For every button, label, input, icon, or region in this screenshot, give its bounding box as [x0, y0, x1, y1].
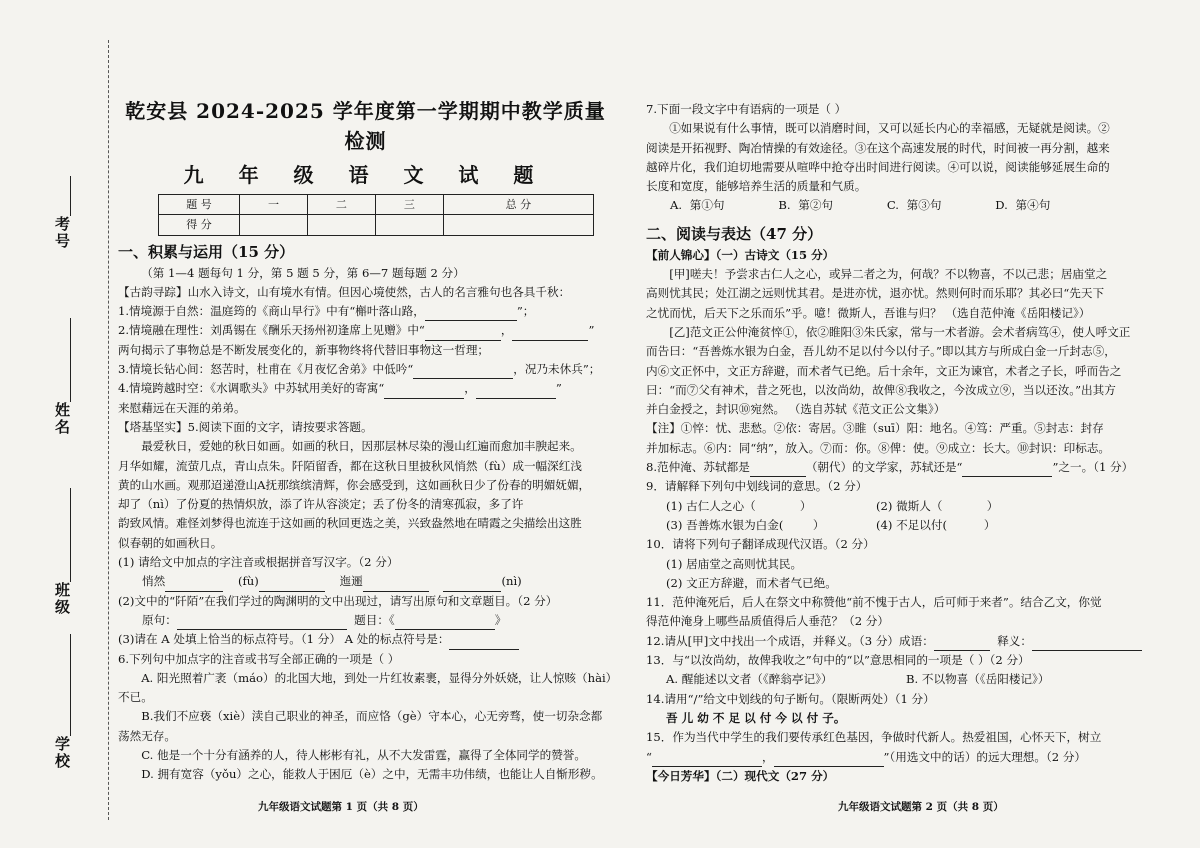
- text-fragment: ”；: [516, 304, 535, 319]
- score-cell[interactable]: [375, 215, 443, 235]
- class-line: [70, 488, 71, 582]
- text-fragment: 1.情境源于自然：温庭筠的《商山早行》中有“槲叶落山路，: [118, 304, 425, 319]
- text-fragment: ，: [500, 323, 513, 338]
- option-item[interactable]: D. 第④句: [995, 198, 1051, 213]
- sub-item: (1) 古仁人之心（ ）: [666, 498, 812, 513]
- answer-blank[interactable]: [395, 615, 495, 630]
- text-fragment: ，况乃未休兵”；: [513, 362, 601, 377]
- option-b: B.我们不应亵（xiè）渎自己职业的神圣，而应恪（gè）守本心，心无旁骛，使一切杂念都: [141, 709, 603, 724]
- question-15: 15．作为当代中学生的我们要传承红色基因，争做时代新人。热爱祖国，心怀天下，树立: [646, 730, 1102, 745]
- text-fragment: ”（用选文中的话）的远大理想。（2 分）: [883, 749, 1087, 764]
- word-item: (nì): [501, 574, 522, 589]
- word-item: 悄然: [142, 574, 166, 589]
- question-line: [118, 379, 613, 398]
- answer-blank[interactable]: [652, 752, 762, 767]
- passage-line: 高则忧其民；处江湖之远则忧其君。是进亦忧，退亦忧。然则何时而乐耶？其必曰“先天下: [646, 286, 1105, 301]
- passage-line: 韵致风情。难怪刘梦得也流连于这如画的秋回更选之美，兴致盎然地在晴霞之尖描绘出这胜: [118, 516, 582, 531]
- text-fragment: 却了: [118, 497, 142, 512]
- answer-blank[interactable]: [363, 577, 429, 592]
- answer-blank[interactable]: [443, 577, 501, 592]
- answer-blank[interactable]: [384, 384, 464, 399]
- question-5-1: (1) 请给文中加点的字注音或根据拼音写汉字。（2 分）: [118, 555, 399, 570]
- question-12: [646, 632, 1174, 651]
- text-fragment: （朝代）的文学家，苏轼还是“: [805, 460, 963, 475]
- text-fragment: (3)请在 A 处填上恰当的标点符号。（1 分） A 处的标点符号是：: [118, 632, 450, 647]
- question-5-3: [118, 630, 613, 649]
- answer-blank[interactable]: [1032, 636, 1142, 651]
- score-cell[interactable]: [443, 215, 593, 235]
- passage-line: 黄的山水画。观那迢递澄山A抚那缤缤清辉，你会感受到，这如画秋日少了份春的明媚妩媚，: [118, 477, 591, 492]
- text-line: 【古韵寻踪】山水入诗文，山有境水有情。但因心境使然，古人的名言雅句也各具千秋：: [118, 284, 571, 299]
- text-fragment: ，: [761, 749, 774, 764]
- sub-item: (4) 不足以付( ）: [876, 517, 996, 532]
- text-fragment: 8.范仲淹、苏轼都是: [646, 460, 750, 475]
- passage-line: 长度和宽度，能够培养生活的质量和气质。: [646, 179, 867, 194]
- question-7: 7.下面一段文字中有语病的一项是（ ）: [646, 102, 847, 116]
- answer-blank[interactable]: [962, 462, 1052, 477]
- question-9-row-1: [646, 497, 1174, 516]
- text-fragment: ”: [588, 323, 595, 338]
- question-5-1-answers: [118, 572, 613, 591]
- question-13: 13．与“以汝尚幼，故俾我收之”句中的“以”意思相同的一项是（ ）（2 分）: [646, 653, 1030, 668]
- question-9-row-2: [646, 516, 1174, 535]
- text-fragment: 释义：: [997, 633, 1032, 648]
- score-table: [158, 194, 594, 236]
- page-footer-left: 九年级语文试题第 1 页（共 8 页）: [258, 801, 424, 813]
- fold-line: [108, 40, 109, 820]
- page-footer-right: 九年级语文试题第 2 页（共 8 页）: [838, 801, 1004, 813]
- passage-line: 月华如耀，流萤几点，青山点朱。阡陌留香，都在这秋日里披秋风悄然（fù）成一幅深红浅: [118, 458, 582, 473]
- question-15-cont: [646, 748, 1174, 767]
- passage-line: 阅读是开拓视野、陶冶情操的有效途径。③在这个高速发展的时代，时间被一再分割，越来: [646, 140, 1110, 155]
- passage-line: ①如果说有什么事情，既可以消磨时间，又可以延长内心的幸福感，无疑就是阅读。②: [669, 121, 1110, 136]
- passage-line: 曰：“而⑦父有神术，昔之死也，以汝尚幼，故俾⑧我收之，今汝成立⑨，当以还汝。”出其方: [646, 382, 1116, 397]
- school-line: [70, 634, 71, 736]
- question-14-sentence[interactable]: 吾 儿 幼 不 足 以 付 今 以 付 子。: [666, 710, 846, 725]
- score-header: 总 分: [443, 195, 593, 215]
- sub-item: (3) 吾善炼水银为白金( ）: [666, 517, 825, 532]
- class-label: 班级: [53, 582, 71, 616]
- score-header: 三: [375, 195, 443, 215]
- question-7-options: [646, 196, 1174, 215]
- page-left: [118, 96, 618, 785]
- word-item: (fù): [237, 574, 259, 589]
- question-14: 14.请用“/”给文中划线的句子断句。（限断两处）（1 分）: [646, 691, 935, 706]
- passage-line: 越碎片化，我们迫切地需要从喧哗中抢夺出时间进行阅读。④可以说，阅读能够延展生命的: [646, 159, 1110, 174]
- page-right: [646, 100, 1174, 786]
- question-9: 9．请解释下列句中划线词的意思。（2 分）: [646, 479, 868, 494]
- option-item[interactable]: B. 第②句: [778, 198, 834, 213]
- text-fragment: 4.情境跨越时空：《水调歌头》中苏轼用美好的寄寓“: [118, 381, 385, 396]
- score-header: 二: [307, 195, 375, 215]
- answer-blank[interactable]: [425, 326, 501, 341]
- question-8: [646, 458, 1174, 477]
- section-note: （第 1—4 题每句 1 分，第 5 题 5 分，第 6—7 题每题 2 分）: [141, 265, 465, 280]
- text-line: 来慰藉远在天涯的弟弟。: [118, 400, 246, 415]
- text-line: 两句揭示了事物总是不断发展变化的，新事物终将代替旧事物这一哲理；: [118, 342, 490, 357]
- text-fragment: ”之一。（1 分）: [1052, 460, 1134, 475]
- passage-line: [118, 495, 613, 514]
- score-label: 得 分: [159, 215, 240, 235]
- text-line: 【塔基坚实】5.阅读下面的文字，请按要求答题。: [118, 419, 373, 434]
- text-fragment: 》: [494, 612, 507, 627]
- question-5-2: (2)文中的“阡陌”在我们学过的陶渊明的文中出现过，请写出原句和文章题目。（2 分）: [118, 593, 558, 608]
- word-item: 迤逦: [339, 574, 363, 589]
- name-line: [70, 318, 71, 402]
- subsection-title: 【前人锦心】（一）古诗文（15 分）: [646, 247, 835, 262]
- answer-blank[interactable]: [512, 326, 588, 341]
- score-table-row: [159, 215, 594, 235]
- question-11: 11．范仲淹死后，后人在祭文中称赞他“前不愧于古人，后可师于来者”。结合乙文，你觉: [646, 595, 1102, 610]
- passage-line: 并白金授之，封识⑩宛然。 （选自苏轼《范文正公文集》）: [646, 402, 946, 417]
- option-d: D. 拥有宽容（yǒu）之心，能救人于困厄（è）之中，无需丰功伟绩，也能让人自惭形秽。: [141, 767, 603, 782]
- option-item[interactable]: B. 不以物喜（《岳阳楼记》）: [906, 672, 1050, 687]
- answer-blank[interactable]: [750, 462, 806, 477]
- text-fragment: 原句：: [142, 612, 177, 627]
- passage-line: 最爱秋日，爱她的秋日如画。如画的秋日，因那层林尽染的漫山红遍而愈加丰腴起来。: [141, 439, 582, 454]
- score-header: 题 号: [159, 195, 240, 215]
- score-table-row: [159, 195, 594, 215]
- answer-blank[interactable]: [413, 364, 513, 379]
- answer-blank[interactable]: [165, 577, 223, 592]
- section-2-title: 二、阅读与表达（47 分）: [646, 224, 823, 243]
- text-fragment: （nì）了份夏的热情炽放，添了许从容淡定；丢了份冬的清寒孤寂，多了许: [141, 497, 524, 512]
- answer-blank[interactable]: [774, 752, 884, 767]
- answer-blank[interactable]: [476, 384, 556, 399]
- text-fragment: 3.情境长钻心间：怒苦时，杜甫在《月夜忆舍弟》中低吟“: [118, 362, 414, 377]
- option-item[interactable]: A. 醒能述以文者（《醉翁亭记》）: [666, 672, 833, 687]
- passage-line: 之忧而忧，后天下之乐而乐”乎。噫！微斯人，吾谁与归？ （选自范仲淹《岳阳楼记》）: [646, 305, 1091, 320]
- option-item[interactable]: A. 第①句: [670, 198, 725, 213]
- exam-no-label: 考号: [53, 216, 71, 250]
- answer-blank[interactable]: [425, 306, 517, 321]
- question-13-options: [646, 670, 1174, 689]
- binding-margin: [0, 0, 110, 848]
- question-11-cont: 得范仲淹身上哪些品质值得后人垂范？（2 分）: [646, 614, 889, 629]
- text-fragment: ”: [555, 381, 562, 396]
- option-a-cont: 不已。: [118, 690, 153, 705]
- note-line: 【注】①悴：忧、悲愁。②依：寄居。③睢（suī）阳：地名。④笃：严重。⑤封志：封存: [646, 421, 1104, 436]
- text-fragment: “: [646, 749, 652, 764]
- passage-line: 而告曰：“吾善炼水银为白金，吾儿幼不足以付今以付子。”即以其方与所成白金一斤封志⑤，: [646, 344, 1116, 359]
- option-c: C. 他是一个十分有涵养的人，待人彬彬有礼，从不大发雷霆，赢得了全体同学的赞誉。: [141, 748, 586, 763]
- answer-blank[interactable]: [934, 636, 990, 651]
- option-item[interactable]: C. 第③句: [886, 198, 942, 213]
- sub-item: (2) 微斯人（ ）: [876, 498, 999, 513]
- option-a: A. 阳光照着广袤（máo）的北国大地，到处一片红妆素裹，显得分外妖娆，让人惊赅（hài）: [141, 670, 618, 685]
- exam-title: 乾安县 2024-2025 学年度第一学期期中教学质量检测: [125, 99, 606, 153]
- passage-line: 似春朝的如画秋日。: [118, 535, 223, 550]
- question-line: [118, 321, 613, 340]
- answer-blank[interactable]: [259, 577, 325, 592]
- score-cell[interactable]: [240, 215, 308, 235]
- exam-subtitle: 九 年 级 语 文 试 题: [183, 163, 548, 187]
- text-fragment: 2.情境融在理性：刘禹锡在《酬乐天扬州初逢席上见赠》中“: [118, 323, 425, 338]
- exam-no-line: [70, 176, 71, 216]
- answer-blank[interactable]: [449, 635, 519, 650]
- question-line: [118, 302, 613, 321]
- question-10: 10．请将下列句子翻译成现代汉语。（2 分）: [646, 537, 875, 552]
- passage-line: [甲]嗟夫！予尝求古仁人之心，或异二者之为，何哉？不以物喜，不以己悲；居庙堂之: [669, 267, 1108, 282]
- question-6: 6.下列句中加点字的注音或书写全部正确的一项是（ ）: [118, 651, 400, 666]
- name-label: 姓名: [53, 402, 71, 436]
- subsection-title: 【今日芳华】（二）现代文（27 分）: [646, 768, 835, 783]
- question-5-2-answers: [118, 611, 613, 630]
- option-b-cont: 荡然无存。: [118, 728, 176, 743]
- school-label: 学校: [53, 736, 71, 770]
- section-1-title: 一、积累与运用（15 分）: [118, 242, 295, 261]
- answer-blank[interactable]: [177, 615, 347, 630]
- score-cell[interactable]: [307, 215, 375, 235]
- question-10-1: (1) 居庙堂之高则忧其民。: [666, 556, 803, 571]
- note-line: 并加标志。⑥内：同“纳”，放入。⑦而：你。⑧俾：使。⑨成立：长大。⑩封识：印标志。: [646, 440, 1111, 455]
- score-header: 一: [240, 195, 308, 215]
- passage-line: 内⑥文正怀中，文正方辞避，而术者气已绝。后十余年，文正为谏官，术者之子长，呼而告之: [646, 363, 1122, 378]
- question-10-2: (2) 文正方辞避，而术者气已绝。: [666, 575, 837, 590]
- question-line: [118, 360, 613, 379]
- text-fragment: 题目：《: [354, 612, 395, 627]
- passage-line: [乙]范文正公仲淹贫悴①，依②睢阳③朱氏家，常与一术者游。会术者病笃④，使人呼文正: [669, 324, 1131, 339]
- text-fragment: 12.请从[甲]文中找出一个成语，并释义。（3 分）成语：: [646, 633, 934, 648]
- text-fragment: ，: [464, 381, 476, 396]
